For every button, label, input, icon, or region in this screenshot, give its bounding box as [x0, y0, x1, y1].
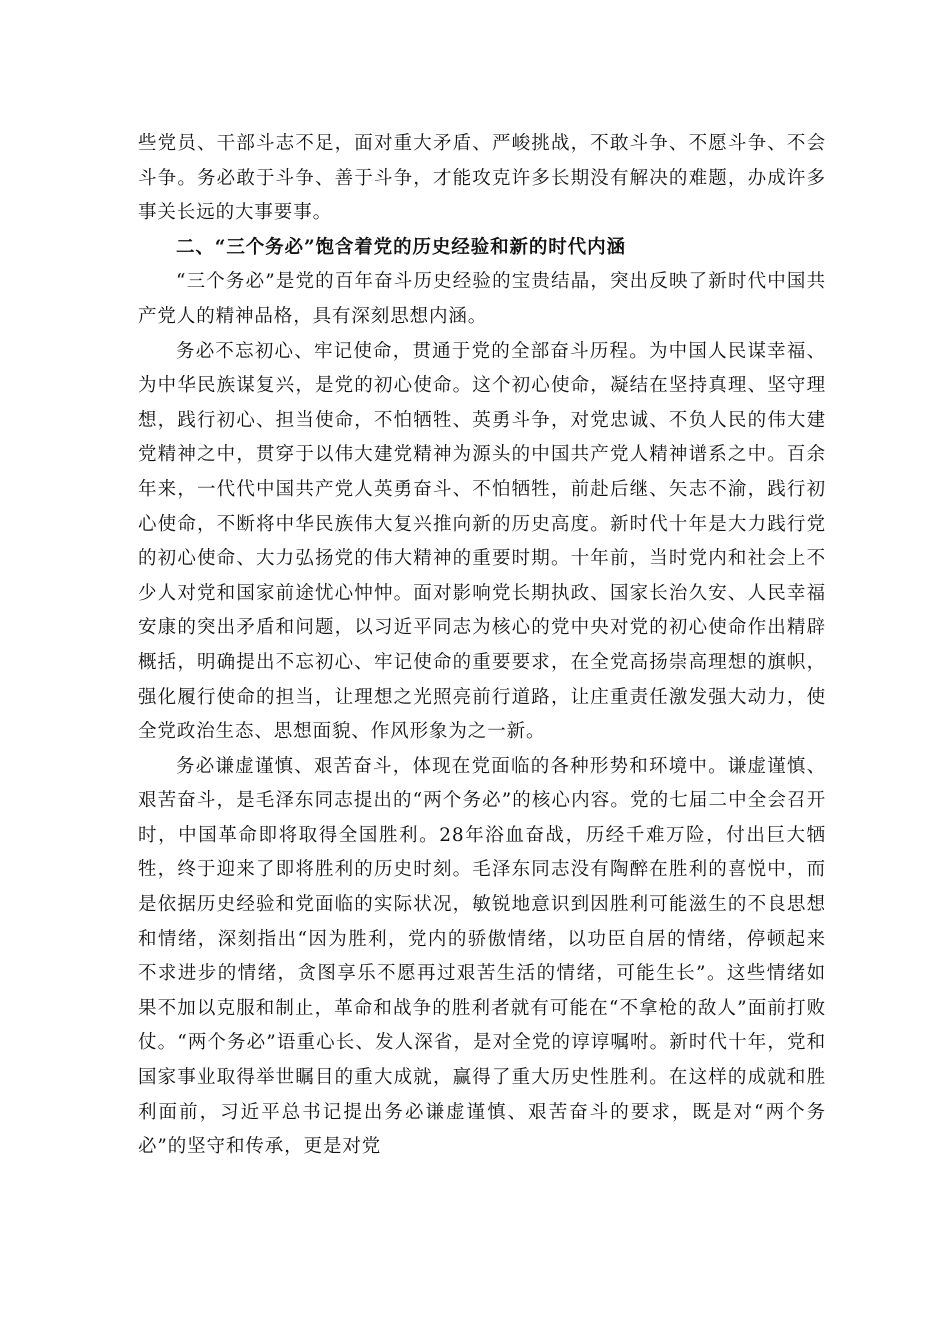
paragraph-intro: “三个务必”是党的百年奋斗历史经验的宝贵结晶，突出反映了新时代中国共产党人的精神品格，具有深刻思想内涵。	[138, 271, 826, 327]
paragraph-first-requirement: 务必不忘初心、牢记使命，贯通于党的全部奋斗历程。为中国人民谋幸福、为中华民族谋复兴，是党的初心使命。这个初心使命，凝结在坚持真理、坚守理想，践行初心、担当使命，不怕牺牲、英勇斗争，对党忠诚、不负人民的伟大建党精神之中，贯穿于以伟大建党精神为源头的中国共产党人精神谱系之中。百余年来，一代代中国共产党人英勇奋斗、不怕牺牲，前赴后继、矢志不渝，践行初心使命，不断将中华民族伟大复兴推向新的历史高度。新时代十年是大力践行党的初心使命、大力弘扬党的伟大精神的重要时期。十年前，当时党内和社会上不少人对党和国家前途忧心忡忡。面对影响党长期执政、国家长治久安、人民幸福安康的突出矛盾和问题，以习近平同志为核心的党中央对党的初心使命作出精辟概括，明确提出不忘初心、牢记使命的重要要求，在全党高扬崇高理想的旗帜，强化履行使命的担当，让理想之光照亮前行道路，让庄重责任激发强大动力，使全党政治生态、思想面貌、作风形象为之一新。	[138, 340, 826, 743]
document-page	[138, 127, 826, 1165]
paragraph-continuation: 些党员、干部斗志不足，面对重大矛盾、严峻挑战，不敢斗争、不愿斗争、不会斗争。务必敢于斗争、善于斗争，才能攻克许多长期没有解决的难题，办成许多事关长远的大事要事。	[138, 133, 826, 224]
section-heading: 二、“三个务必”饱含着党的历史经验和新的时代内涵	[176, 236, 626, 258]
paragraph-second-requirement: 务必谦虚谨慎、艰苦奋斗，体现在党面临的各种形势和环境中。谦虚谨慎、艰苦奋斗，是毛泽东同志提出的“两个务必”的核心内容。党的七届二中全会召开时，中国革命即将取得全国胜利。28年浴血奋战，历经千难万险，付出巨大牺牲，终于迎来了即将胜利的历史时刻。毛泽东同志没有陶醉在胜利的喜悦中，而是依据历史经验和党面临的实际状况，敏锐地意识到因胜利可能滋生的不良思想和情绪，深刻指出“因为胜利，党内的骄傲情绪，以功臣自居的情绪，停顿起来不求进步的情绪，贪图享乐不愿再过艰苦生活的情绪，可能生长”。这些情绪如果不加以克服和制止，革命和战争的胜利者就有可能在“不拿枪的敌人”面前打败仗。“两个务必”语重心长、发人深省，是对全党的谆谆嘱咐。新时代十年，党和国家事业取得举世瞩目的重大成就，赢得了重大历史性胜利。在这样的成就和胜利面前，习近平总书记提出务必谦虚谨慎、艰苦奋斗的要求，既是对“两个务必”的坚守和传承，更是对党	[138, 755, 826, 1158]
